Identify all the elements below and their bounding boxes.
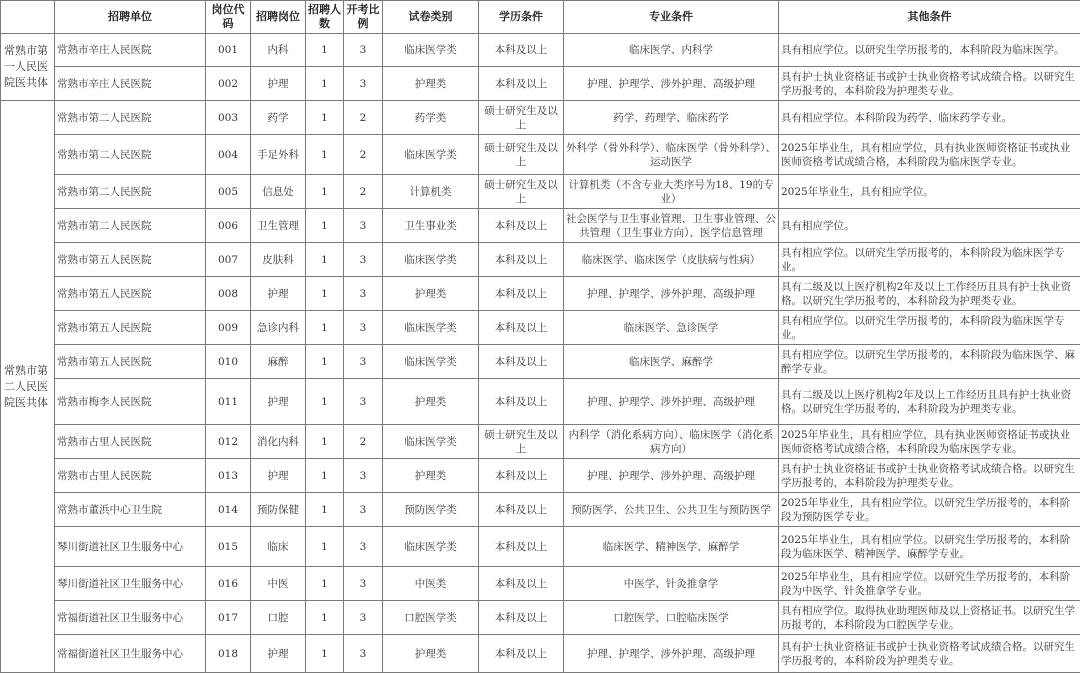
code-cell: 014 bbox=[206, 493, 251, 527]
count-cell: 1 bbox=[306, 277, 344, 311]
code-cell: 016 bbox=[206, 567, 251, 601]
ratio-cell: 3 bbox=[344, 34, 383, 67]
ratio-cell: 3 bbox=[344, 67, 383, 101]
post-cell: 卫生管理 bbox=[251, 209, 306, 243]
exam-cell: 护理类 bbox=[383, 277, 479, 311]
major-cell: 临床医学、临床医学（皮肤病与性病） bbox=[564, 243, 779, 277]
exam-cell: 临床医学类 bbox=[383, 345, 479, 379]
code-cell: 011 bbox=[206, 379, 251, 425]
table-row bbox=[1, 67, 1080, 101]
ratio-cell: 3 bbox=[344, 527, 383, 567]
post-cell: 护理 bbox=[251, 277, 306, 311]
edu-cell: 硕士研究生及以上 bbox=[479, 101, 564, 135]
header-post: 招聘岗位 bbox=[251, 1, 306, 34]
post-cell: 护理 bbox=[251, 635, 306, 673]
exam-cell: 卫生事业类 bbox=[383, 209, 479, 243]
other-cell: 具有相应学位。 bbox=[779, 209, 1080, 243]
post-cell: 护理 bbox=[251, 459, 306, 493]
code-cell: 018 bbox=[206, 635, 251, 673]
count-cell: 1 bbox=[306, 243, 344, 277]
other-cell: 具有护士执业资格证书或护士执业资格考试成绩合格。以研究生学历报考的，本科阶段为护理类专业。 bbox=[779, 635, 1080, 673]
post-cell: 消化内科 bbox=[251, 425, 306, 459]
code-cell: 003 bbox=[206, 101, 251, 135]
unit-cell: 常熟市第二人民医院 bbox=[55, 209, 206, 243]
ratio-cell: 3 bbox=[344, 277, 383, 311]
edu-cell: 硕士研究生及以上 bbox=[479, 175, 564, 209]
header-other: 其他条件 bbox=[779, 1, 1080, 34]
post-cell: 中医 bbox=[251, 567, 306, 601]
post-cell: 麻醉 bbox=[251, 345, 306, 379]
header-major: 专业条件 bbox=[564, 1, 779, 34]
major-cell: 外科学（骨外科学）、临床医学（骨外科学）、运动医学 bbox=[564, 135, 779, 175]
count-cell: 1 bbox=[306, 635, 344, 673]
major-cell: 计算机类（不含专业大类序号为18、19的专业） bbox=[564, 175, 779, 209]
unit-cell: 常熟市第五人民医院 bbox=[55, 243, 206, 277]
other-cell: 具有护士执业资格证书或护士执业资格考试成绩合格。以研究生学历报考的，本科阶段为护理类专业。 bbox=[779, 67, 1080, 101]
major-cell: 临床医学、急诊医学 bbox=[564, 311, 779, 345]
table-row bbox=[1, 101, 1080, 135]
edu-cell: 本科及以上 bbox=[479, 67, 564, 101]
exam-cell: 护理类 bbox=[383, 67, 479, 101]
code-cell: 001 bbox=[206, 34, 251, 67]
unit-cell: 琴川街道社区卫生服务中心 bbox=[55, 527, 206, 567]
count-cell: 1 bbox=[306, 459, 344, 493]
unit-cell: 常熟市第五人民医院 bbox=[55, 277, 206, 311]
count-cell: 1 bbox=[306, 601, 344, 635]
other-cell: 具有二级及以上医疗机构2年及以上工作经历且具有护士执业资格。以研究生学历报考的，本科阶段为护理类专业。 bbox=[779, 277, 1080, 311]
other-cell: 具有相应学位。以研究生学历报考的，本科阶段为临床医学专业。 bbox=[779, 243, 1080, 277]
other-cell: 具有相应学位。本科阶段为药学、临床药学专业。 bbox=[779, 101, 1080, 135]
code-cell: 010 bbox=[206, 345, 251, 379]
exam-cell: 临床医学类 bbox=[383, 243, 479, 277]
header-unit: 招聘单位 bbox=[55, 1, 206, 34]
major-cell: 预防医学、公共卫生、公共卫生与预防医学 bbox=[564, 493, 779, 527]
header-count: 招聘人数 bbox=[306, 1, 344, 34]
post-cell: 口腔 bbox=[251, 601, 306, 635]
major-cell: 口腔医学、口腔临床医学 bbox=[564, 601, 779, 635]
other-cell: 2025年毕业生，具有相应学位。以研究生学历报考的，本科阶段为临床医学、精神医学、麻醉学专业。 bbox=[779, 527, 1080, 567]
code-cell: 006 bbox=[206, 209, 251, 243]
table-row bbox=[1, 209, 1080, 243]
ratio-cell: 3 bbox=[344, 209, 383, 243]
edu-cell: 本科及以上 bbox=[479, 209, 564, 243]
table-row bbox=[1, 527, 1080, 567]
post-cell: 药学 bbox=[251, 101, 306, 135]
unit-cell: 常熟市第二人民医院 bbox=[55, 175, 206, 209]
edu-cell: 本科及以上 bbox=[479, 311, 564, 345]
major-cell: 内科学（消化系病方向）、临床医学（消化系病方向） bbox=[564, 425, 779, 459]
code-cell: 004 bbox=[206, 135, 251, 175]
unit-cell: 常熟市辛庄人民医院 bbox=[55, 67, 206, 101]
ratio-cell: 2 bbox=[344, 101, 383, 135]
edu-cell: 硕士研究生及以上 bbox=[479, 425, 564, 459]
ratio-cell: 3 bbox=[344, 243, 383, 277]
table-row bbox=[1, 425, 1080, 459]
edu-cell: 本科及以上 bbox=[479, 34, 564, 67]
table-row bbox=[1, 345, 1080, 379]
post-cell: 手足外科 bbox=[251, 135, 306, 175]
other-cell: 具有相应学位。以研究生学历报考的，本科阶段为临床医学。 bbox=[779, 34, 1080, 67]
code-cell: 008 bbox=[206, 277, 251, 311]
major-cell: 中医学、针灸推拿学 bbox=[564, 567, 779, 601]
ratio-cell: 3 bbox=[344, 379, 383, 425]
major-cell: 社会医学与卫生事业管理、卫生事业管理、公共管理（卫生事业方向）、医学信息管理 bbox=[564, 209, 779, 243]
exam-cell: 护理类 bbox=[383, 379, 479, 425]
unit-cell: 常熟市董浜中心卫生院 bbox=[55, 493, 206, 527]
other-cell: 具有相应学位。以研究生学历报考的，本科阶段为临床医学专业。 bbox=[779, 311, 1080, 345]
other-cell: 具有二级及以上医疗机构2年及以上工作经历且具有护士执业资格。以研究生学历报考的，本科阶段为护理类专业。 bbox=[779, 379, 1080, 425]
post-cell: 皮肤科 bbox=[251, 243, 306, 277]
ratio-cell: 2 bbox=[344, 175, 383, 209]
ratio-cell: 3 bbox=[344, 345, 383, 379]
post-cell: 内科 bbox=[251, 34, 306, 67]
unit-cell: 常熟市第二人民医院 bbox=[55, 135, 206, 175]
unit-cell: 常熟市第五人民医院 bbox=[55, 345, 206, 379]
edu-cell: 本科及以上 bbox=[479, 379, 564, 425]
exam-cell: 临床医学类 bbox=[383, 527, 479, 567]
table-row bbox=[1, 493, 1080, 527]
post-cell: 护理 bbox=[251, 379, 306, 425]
count-cell: 1 bbox=[306, 311, 344, 345]
post-cell: 信息处 bbox=[251, 175, 306, 209]
other-cell: 2025年毕业生，具有相应学位，具有执业医师资格证书或执业医师资格考试成绩合格，本科阶段为临床医学专业。 bbox=[779, 135, 1080, 175]
post-cell: 临床 bbox=[251, 527, 306, 567]
edu-cell: 硕士研究生及以上 bbox=[479, 135, 564, 175]
group-cell: 常熟市第二人民医院医共体 bbox=[1, 101, 55, 673]
edu-cell: 本科及以上 bbox=[479, 277, 564, 311]
code-cell: 002 bbox=[206, 67, 251, 101]
post-cell: 护理 bbox=[251, 67, 306, 101]
ratio-cell: 3 bbox=[344, 493, 383, 527]
other-cell: 2025年毕业生，具有相应学位。以研究生学历报考的，本科阶段为预防医学专业。 bbox=[779, 493, 1080, 527]
exam-cell: 预防医学类 bbox=[383, 493, 479, 527]
count-cell: 1 bbox=[306, 379, 344, 425]
code-cell: 005 bbox=[206, 175, 251, 209]
other-cell: 2025年毕业生，具有相应学位，具有执业医师资格证书或执业医师资格考试成绩合格，本科阶段为临床医学专业。 bbox=[779, 425, 1080, 459]
edu-cell: 本科及以上 bbox=[479, 601, 564, 635]
major-cell: 临床医学、精神医学、麻醉学 bbox=[564, 527, 779, 567]
major-cell: 药学、药理学、临床药学 bbox=[564, 101, 779, 135]
count-cell: 1 bbox=[306, 34, 344, 67]
table-row bbox=[1, 34, 1080, 67]
exam-cell: 口腔医学类 bbox=[383, 601, 479, 635]
code-cell: 015 bbox=[206, 527, 251, 567]
count-cell: 1 bbox=[306, 567, 344, 601]
table-row bbox=[1, 243, 1080, 277]
exam-cell: 护理类 bbox=[383, 459, 479, 493]
group-cell: 常熟市第一人民医院医共体 bbox=[1, 34, 55, 101]
unit-cell: 常熟市古里人民医院 bbox=[55, 425, 206, 459]
count-cell: 1 bbox=[306, 425, 344, 459]
header-code: 岗位代码 bbox=[206, 1, 251, 34]
ratio-cell: 3 bbox=[344, 635, 383, 673]
table-row bbox=[1, 601, 1080, 635]
major-cell: 护理、护理学、涉外护理、高级护理 bbox=[564, 277, 779, 311]
unit-cell: 常熟市第五人民医院 bbox=[55, 311, 206, 345]
count-cell: 1 bbox=[306, 527, 344, 567]
count-cell: 1 bbox=[306, 493, 344, 527]
code-cell: 017 bbox=[206, 601, 251, 635]
count-cell: 1 bbox=[306, 135, 344, 175]
edu-cell: 本科及以上 bbox=[479, 345, 564, 379]
ratio-cell: 2 bbox=[344, 425, 383, 459]
unit-cell: 常福街道社区卫生服务中心 bbox=[55, 635, 206, 673]
exam-cell: 临床医学类 bbox=[383, 34, 479, 67]
edu-cell: 本科及以上 bbox=[479, 527, 564, 567]
edu-cell: 本科及以上 bbox=[479, 493, 564, 527]
exam-cell: 计算机类 bbox=[383, 175, 479, 209]
exam-cell: 临床医学类 bbox=[383, 135, 479, 175]
table-row bbox=[1, 459, 1080, 493]
table-row bbox=[1, 277, 1080, 311]
other-cell: 具有相应学位。取得执业助理医师及以上资格证书。以研究生学历报考的，本科阶段为口腔医学专业。 bbox=[779, 601, 1080, 635]
edu-cell: 本科及以上 bbox=[479, 567, 564, 601]
exam-cell: 护理类 bbox=[383, 635, 479, 673]
table-row bbox=[1, 135, 1080, 175]
ratio-cell: 3 bbox=[344, 601, 383, 635]
edu-cell: 本科及以上 bbox=[479, 243, 564, 277]
table-row bbox=[1, 567, 1080, 601]
unit-cell: 常福街道社区卫生服务中心 bbox=[55, 601, 206, 635]
major-cell: 护理、护理学、涉外护理、高级护理 bbox=[564, 67, 779, 101]
table-row bbox=[1, 175, 1080, 209]
table-row bbox=[1, 635, 1080, 673]
count-cell: 1 bbox=[306, 345, 344, 379]
header-ratio: 开考比例 bbox=[344, 1, 383, 34]
code-cell: 009 bbox=[206, 311, 251, 345]
ratio-cell: 3 bbox=[344, 567, 383, 601]
code-cell: 013 bbox=[206, 459, 251, 493]
unit-cell: 常熟市第二人民医院 bbox=[55, 101, 206, 135]
exam-cell: 临床医学类 bbox=[383, 311, 479, 345]
count-cell: 1 bbox=[306, 67, 344, 101]
other-cell: 具有相应学位。以研究生学历报考的，本科阶段为临床医学、麻醉学专业。 bbox=[779, 345, 1080, 379]
header-group bbox=[1, 1, 55, 34]
header-exam: 试卷类别 bbox=[383, 1, 479, 34]
ratio-cell: 3 bbox=[344, 459, 383, 493]
other-cell: 2025年毕业生，具有相应学位。 bbox=[779, 175, 1080, 209]
edu-cell: 本科及以上 bbox=[479, 459, 564, 493]
table-body bbox=[1, 34, 1080, 673]
header-row bbox=[1, 1, 1080, 34]
header-edu: 学历条件 bbox=[479, 1, 564, 34]
other-cell: 2025年毕业生，具有相应学位。以研究生学历报考的，本科阶段为中医学、针灸推拿学专业。 bbox=[779, 567, 1080, 601]
unit-cell: 琴川街道社区卫生服务中心 bbox=[55, 567, 206, 601]
count-cell: 1 bbox=[306, 209, 344, 243]
major-cell: 护理、护理学、涉外护理、高级护理 bbox=[564, 635, 779, 673]
code-cell: 007 bbox=[206, 243, 251, 277]
post-cell: 急诊内科 bbox=[251, 311, 306, 345]
ratio-cell: 2 bbox=[344, 135, 383, 175]
exam-cell: 药学类 bbox=[383, 101, 479, 135]
unit-cell: 常熟市辛庄人民医院 bbox=[55, 34, 206, 67]
major-cell: 临床医学、内科学 bbox=[564, 34, 779, 67]
major-cell: 护理、护理学、涉外护理、高级护理 bbox=[564, 459, 779, 493]
other-cell: 具有护士执业资格证书或护士执业资格考试成绩合格。以研究生学历报考的，本科阶段为护理类专业。 bbox=[779, 459, 1080, 493]
major-cell: 临床医学、麻醉学 bbox=[564, 345, 779, 379]
exam-cell: 中医类 bbox=[383, 567, 479, 601]
edu-cell: 本科及以上 bbox=[479, 635, 564, 673]
table-row bbox=[1, 311, 1080, 345]
count-cell: 1 bbox=[306, 175, 344, 209]
major-cell: 护理、护理学、涉外护理、高级护理 bbox=[564, 379, 779, 425]
count-cell: 1 bbox=[306, 101, 344, 135]
unit-cell: 常熟市梅李人民医院 bbox=[55, 379, 206, 425]
unit-cell: 常熟市古里人民医院 bbox=[55, 459, 206, 493]
exam-cell: 临床医学类 bbox=[383, 425, 479, 459]
post-cell: 预防保健 bbox=[251, 493, 306, 527]
ratio-cell: 3 bbox=[344, 311, 383, 345]
table-row bbox=[1, 379, 1080, 425]
code-cell: 012 bbox=[206, 425, 251, 459]
